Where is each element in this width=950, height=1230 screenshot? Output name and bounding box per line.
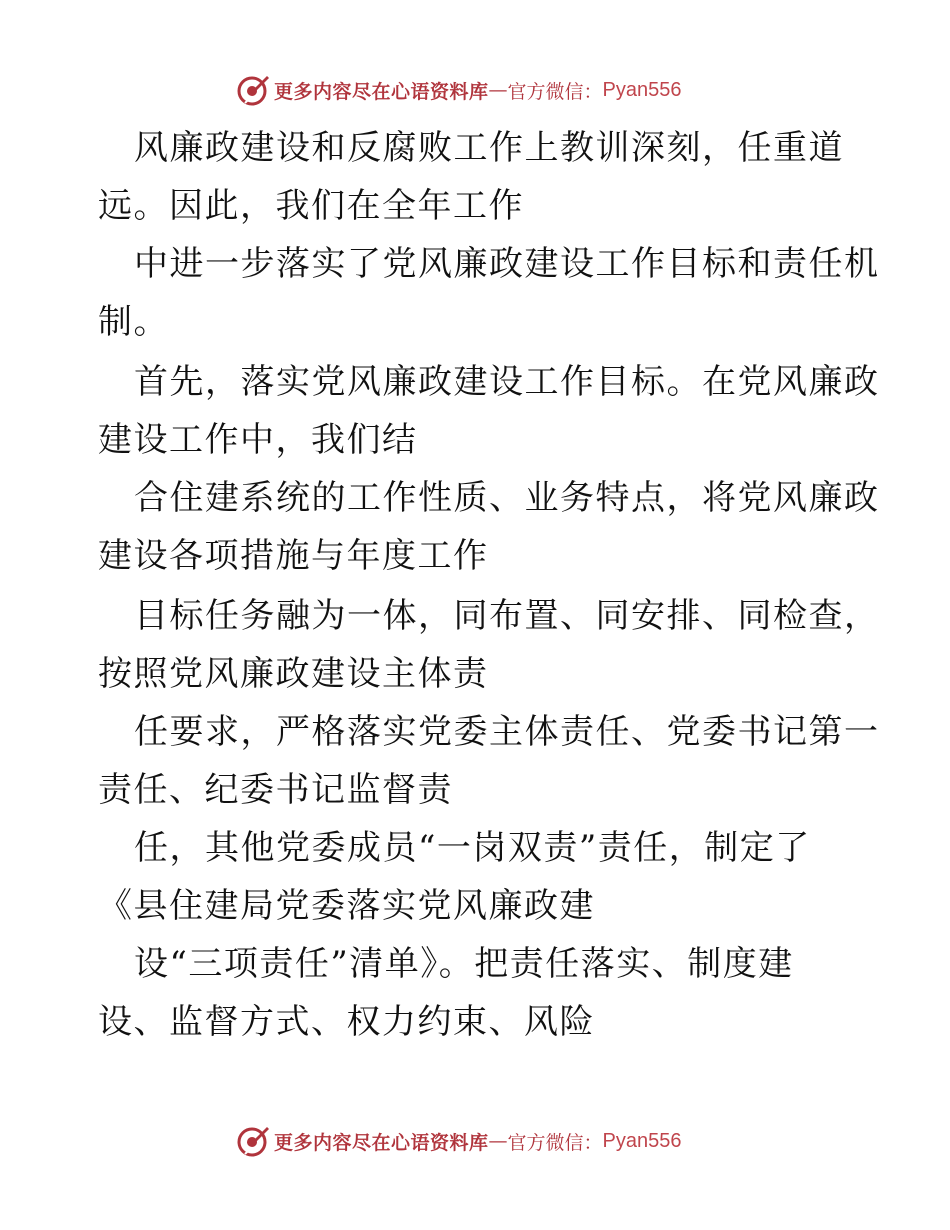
doc-line: 任，其他党委成员“一岗双责”责任，制定了	[134, 828, 811, 868]
doc-line: 中进一步落实了党风廉政建设工作目标和责任机	[134, 244, 880, 284]
banner-dash: —	[488, 79, 508, 101]
doc-line: 责任、纪委书记监督责	[98, 770, 453, 810]
banner-wechat-label: 官方微信：	[507, 1131, 603, 1154]
doc-line: 合住建系统的工作性质、业务特点，将党风廉政	[134, 478, 880, 518]
doc-line: 《县住建局党委落实党风廉政建	[98, 886, 595, 926]
banner-wechat-id: Pyan556	[602, 78, 682, 101]
quill-logo-icon	[236, 73, 270, 107]
doc-line: 建设工作中，我们结	[98, 420, 418, 460]
header-banner	[236, 72, 682, 108]
banner-main-text: 更多内容尽在心语资料库	[274, 1131, 489, 1154]
doc-line: 建设各项措施与年度工作	[98, 536, 489, 576]
quill-logo-icon	[236, 1124, 270, 1158]
doc-line: 制。	[98, 302, 169, 342]
doc-line: 目标任务融为一体，同布置、同安排、同检查，	[134, 596, 880, 636]
doc-line: 远。因此，我们在全年工作	[98, 186, 524, 226]
doc-line: 设、监督方式、权力约束、风险	[98, 1002, 595, 1042]
banner-wechat-id: Pyan556	[602, 1129, 682, 1152]
doc-line: 首先，落实党风廉政建设工作目标。在党风廉政	[134, 362, 880, 402]
doc-line: 风廉政建设和反腐败工作上教训深刻，任重道	[134, 128, 844, 168]
banner-dash: —	[488, 1130, 508, 1152]
doc-line: 任要求，严格落实党委主体责任、党委书记第一	[134, 712, 880, 752]
doc-line: 设“三项责任”清单》。把责任落实、制度建	[134, 944, 794, 984]
doc-line: 按照党风廉政建设主体责	[98, 654, 489, 694]
banner-wechat-label: 官方微信：	[507, 80, 603, 103]
footer-banner	[236, 1123, 682, 1159]
banner-main-text: 更多内容尽在心语资料库	[274, 80, 489, 103]
